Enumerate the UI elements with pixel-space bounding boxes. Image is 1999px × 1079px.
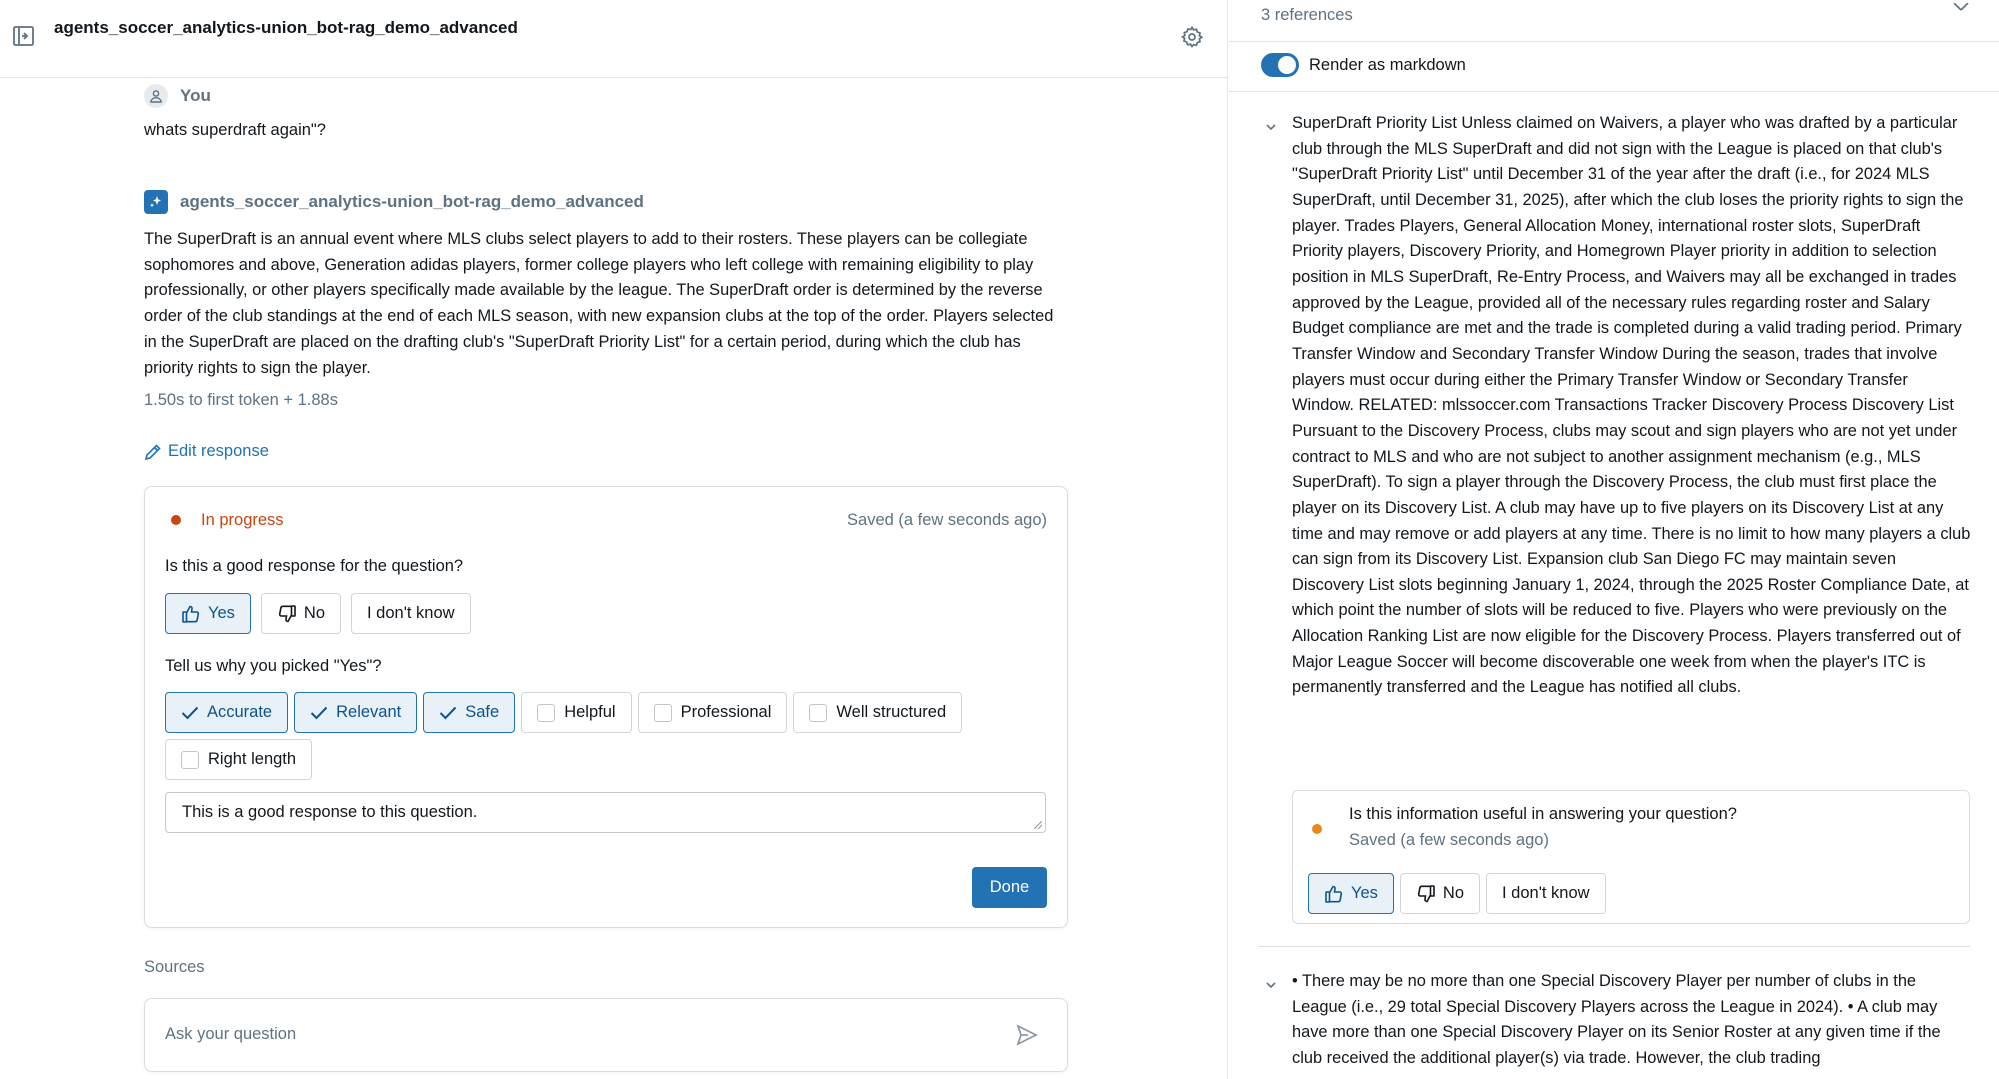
references-pane [1229,0,1999,1079]
thumbs-up-icon [1324,884,1344,904]
reason-chip-helpful[interactable] [521,692,631,733]
checkbox [654,704,672,722]
divider [1229,91,1999,92]
status-badge: In progress [201,511,284,529]
yes-label: Yes [1351,884,1378,902]
thumbs-down-icon [277,604,297,624]
reason-label: Safe [465,703,500,721]
reference-feedback-question: Is this information useful in answering your question? [1349,805,1737,823]
send-icon[interactable] [1015,1023,1039,1047]
no-button[interactable] [261,593,341,634]
edit-response-link[interactable] [144,442,269,461]
sidebar-toggle-icon[interactable] [13,26,35,46]
feedback-question: Is this a good response for the question? [165,557,464,575]
reference-saved-status: Saved (a few seconds ago) [1349,831,1549,849]
checkbox [537,704,555,722]
rating-buttons [165,593,471,634]
reason-chip-right-length[interactable] [165,739,312,780]
reference-1-text: SuperDraft Priority List Unless claimed on Waivers, a player who was drafted by a particular club through the MLS SuperDraft and did not sign with the League is placed on that club's "SuperDraft Priority List" until December 31 of the year after the draft (i.e., for 2024 MLS SuperDraft, until December 31, 2025), after which the club loses the priority rights to sign the player. Trades Players, General Allocation Money, international roster slots, SuperDraft Priority players, Discovery Priority, and Homegrown Player priority in addition to selection position in MLS SuperDraft, Re-Entry Process, and Waivers may all be exchanged in trades approved by the League, provided all of the necessary rules regarding roster and Salary Budget compliance are met and the trade is completed during a valid trading period. Primary Transfer Window and Secondary Transfer Window During the season, trades that involve players must occur during either the Primary Transfer Window or Secondary Transfer Window. RELATED: mlssoccer.com Transactions Tracker Discovery Process Discovery List Pursuant to the Discovery Process, clubs may scout and sign players who are not yet under contract to MLS and who are not subject to another assignment mechanism (e.g., MLS SuperDraft). To sign a player through the Discovery Process, the club must first place the player on its Discovery List. A club may have up to five players on its Discovery List at any time and may remove or add players at any time. There is no limit to how many players a club can sign from its Discovery List. Expansion club San Diego FC may maintain seven Discovery List slots beginning January 1, 2024, through the 2025 Roster Compliance Date, at which point the number of slots will be reduced to five. Players who were previously on the Allocation Ranking List are now eligible for the Discovery Process. Players transferred out of Major League Soccer will become discoverable one week from when the player's ITC is permanently transferred and the League has notified all clubs. [1292,114,1971,697]
why-label: Tell us why you picked "Yes"? [165,657,382,675]
check-icon [181,706,199,720]
reference-rating-buttons [1308,873,1606,914]
yes-label: Yes [208,604,235,622]
response-timing: 1.50s to first token + 1.88s [144,391,338,409]
status-dot [1312,824,1322,834]
ask-placeholder: Ask your question [165,1025,297,1043]
dont-know-button[interactable] [351,593,471,634]
divider [1259,946,1970,947]
sources-label: Sources [144,958,205,976]
thumbs-up-icon [181,604,201,624]
reference-no-button[interactable] [1400,873,1480,914]
no-label: No [303,604,326,622]
user-icon [144,84,168,108]
check-icon [439,706,457,720]
reason-chips [165,692,1025,780]
reason-chip-safe[interactable] [423,692,515,733]
render-markdown-label: Render as markdown [1309,55,1466,74]
close-icon[interactable] [1952,0,1970,12]
feedback-comment-field[interactable] [165,792,1046,833]
toggle-knob [1278,56,1296,74]
feedback-comment-text: This is a good response to this question. [182,803,478,821]
reason-chip-professional[interactable] [638,692,788,733]
divider [1229,41,1999,42]
checkbox [181,751,199,769]
check-icon [310,706,328,720]
references-count: 3 references [1261,6,1353,24]
yes-button[interactable] [165,593,251,634]
thumbs-down-icon [1416,884,1436,904]
saved-status: Saved (a few seconds ago) [847,511,1047,529]
checkbox [809,704,827,722]
reason-label: Professional [680,703,772,721]
reference-yes-button[interactable] [1308,873,1394,914]
dont-know-label: I don't know [367,604,455,622]
agent-answer: The SuperDraft is an annual event where MLS clubs select players to add to their rosters. These players can be collegiate sophomores and above, Generation adidas players, former college players who left college with remaining eligibility to play professionally, or other players specifically made available by the league. The SuperDraft order is determined by the reverse order of the club standings at the end of each MLS season, with new expansion clubs at the top of the order. Players selected in the SuperDraft are placed on the drafting club's "SuperDraft Priority List" for a certain period, during which the club has priority rights to sign the player. [144,230,1054,377]
resize-handle-icon[interactable] [1034,821,1042,829]
user-message-header [144,84,211,108]
dont-know-label: I don't know [1502,884,1590,902]
done-button[interactable]: Done [972,867,1047,908]
top-bar [0,0,1228,78]
gear-icon[interactable] [1180,25,1204,49]
reason-label: Right length [208,750,297,768]
chevron-down-icon[interactable] [1264,977,1278,991]
reference-feedback-card [1292,790,1970,924]
reason-chip-well-structured[interactable] [793,692,962,733]
reason-chip-relevant[interactable] [294,692,417,733]
reason-label: Relevant [336,703,402,721]
app-title: agents_soccer_analytics-union_bot-rag_demo_advanced [54,18,518,37]
reason-label: Helpful [564,703,616,721]
chevron-down-icon[interactable] [1264,119,1278,133]
reason-label: Accurate [207,703,273,721]
render-markdown-toggle[interactable] [1261,53,1299,77]
reason-label: Well structured [836,703,947,721]
reason-chip-accurate[interactable] [165,692,288,733]
reference-dont-know-button[interactable] [1486,873,1606,914]
ask-input[interactable] [144,998,1068,1072]
status-dot [171,515,181,525]
user-question: whats superdraft again"? [144,121,326,139]
agent-message-header [144,190,644,214]
sparkle-icon [144,190,168,214]
feedback-card [144,486,1068,928]
user-label: You [180,86,211,105]
edit-response-label: Edit response [168,442,269,460]
pencil-icon [144,443,162,461]
agent-label: agents_soccer_analytics-union_bot-rag_demo_advanced [180,192,644,211]
render-markdown-row [1261,53,1466,77]
no-label: No [1442,884,1465,902]
reference-2-text: • There may be no more than one Special Discovery Player per number of clubs in the League (i.e., 29 total Special Discovery Players across the League in 2024). • A club may have more than one Special Discovery Player on its Senior Roster at any given time if the club received the additional player(s) via trade. However, the club trading [1292,972,1941,1067]
